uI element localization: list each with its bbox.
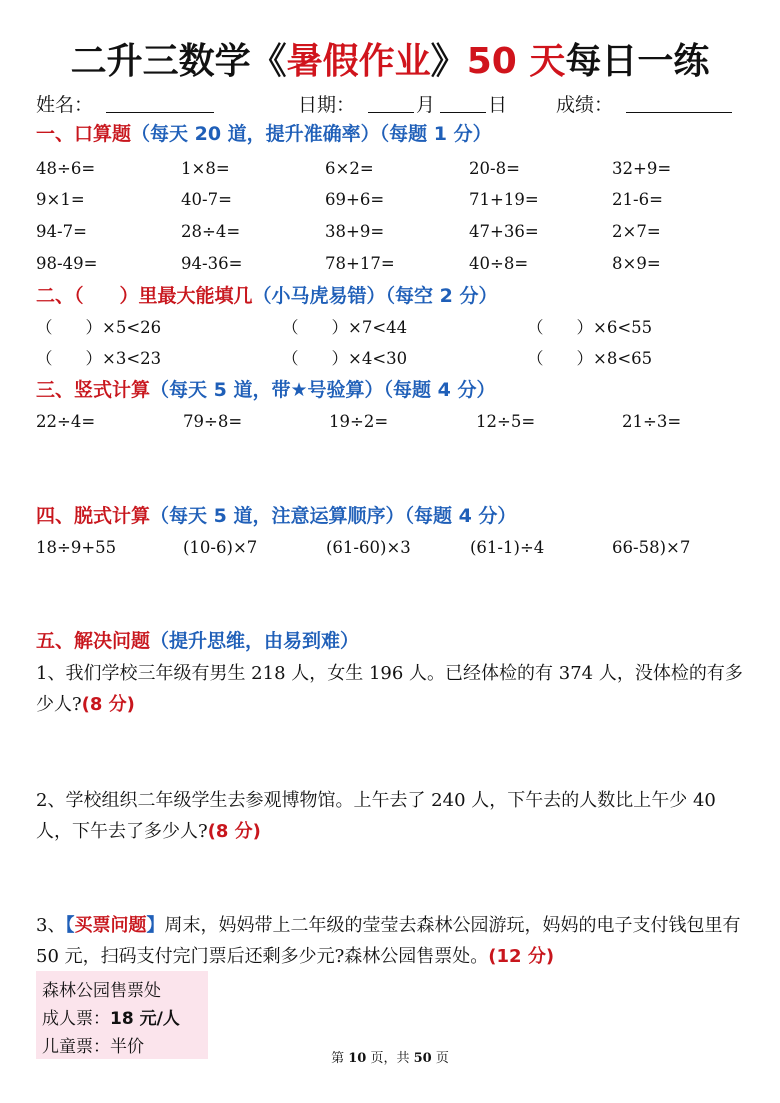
problem-cell: 28÷4= <box>181 222 241 241</box>
problem-cell: 1×8= <box>181 159 230 178</box>
problem-cell: 19÷2= <box>329 412 389 431</box>
ticket-title: 森林公园售票处 <box>42 981 161 1001</box>
problem-3-prefix: 3、 <box>36 915 66 936</box>
title-part-5: 每日一练 <box>565 41 710 82</box>
problem-cell: 9×1= <box>36 190 85 209</box>
adult-price: 18 元/人 <box>110 1009 180 1029</box>
title-days: 50 天 <box>466 41 566 82</box>
date-label: 日期： <box>298 94 356 116</box>
footer-mid: 页，共 <box>370 1051 410 1066</box>
page-footer <box>0 1050 780 1068</box>
name-field[interactable] <box>106 112 214 113</box>
problem-cell: 21-6= <box>612 190 663 209</box>
score-label: 成绩： <box>556 94 614 116</box>
problem-cell: 18÷9+55 <box>36 538 117 557</box>
problem-2-text: 2、学校组织二年级学生去参观博物馆。上午去了 240 人，下午去的人数比上午少 40 人，下午去了多少人? <box>36 790 716 842</box>
problem-cell: 32+9= <box>612 159 672 178</box>
fill-blank-item[interactable]: （ ）×5<26 <box>36 318 162 337</box>
section-1-title: 一、口算题 <box>36 123 132 145</box>
problem-cell: (61-60)×3 <box>326 538 411 557</box>
problem-cell: 20-8= <box>469 159 520 178</box>
total-pages: 50 <box>413 1051 432 1066</box>
section-3-heading <box>36 377 495 403</box>
adult-ticket-line <box>42 1005 200 1033</box>
problem-cell: 8×9= <box>612 254 661 273</box>
problem-cell: 2×7= <box>612 222 661 241</box>
problem-cell: 98-49= <box>36 254 98 273</box>
current-page: 10 <box>348 1051 367 1066</box>
month-field[interactable] <box>368 112 414 113</box>
problem-cell: 71+19= <box>469 190 539 209</box>
tag-bracket-close: 】 <box>146 915 165 936</box>
section-5-note: （提升思维，由易到难） <box>150 630 360 652</box>
word-problem-1 <box>36 658 748 720</box>
fill-blank-item[interactable]: （ ）×6<55 <box>527 318 653 337</box>
problem-cell: 78+17= <box>325 254 395 273</box>
section-2-title-b: ）里最大能填几 <box>119 285 253 307</box>
section-5-heading <box>36 628 359 654</box>
problem-cell: 40-7= <box>181 190 232 209</box>
problem-1-points: (8 分) <box>81 694 135 715</box>
footer-suffix: 页 <box>435 1051 449 1066</box>
section-3-title: 三、竖式计算 <box>36 379 151 401</box>
month-label: 月 <box>416 94 436 116</box>
section-2-note: （小马虎易错）（每空 2 分） <box>252 285 498 307</box>
section-1-note: （每天 20 道，提升准确率）（每题 1 分） <box>131 123 492 145</box>
title-highlight: 暑假作业 <box>286 41 431 82</box>
problem-2-points: (8 分) <box>207 821 261 842</box>
fill-blank-item[interactable]: （ ）×7<44 <box>282 318 408 337</box>
page-title <box>0 38 780 86</box>
word-problem-3 <box>36 910 748 972</box>
child-price: 半价 <box>110 1037 144 1057</box>
section-2-title-a: 二、（ <box>36 285 84 307</box>
problem-cell: 6×2= <box>325 159 374 178</box>
problem-cell: 79÷8= <box>183 412 243 431</box>
word-problem-2 <box>36 785 748 847</box>
student-info-row <box>36 86 746 118</box>
problem-3-points: (12 分) <box>488 946 555 967</box>
problem-cell: 66-58)×7 <box>612 538 691 557</box>
fill-blank-item[interactable]: （ ）×3<23 <box>36 349 162 368</box>
tag-label: 买票问题 <box>74 915 147 936</box>
problem-cell: 48÷6= <box>36 159 96 178</box>
problem-cell: 40÷8= <box>469 254 529 273</box>
problem-cell: 21÷3= <box>622 412 682 431</box>
problem-cell: 12÷5= <box>476 412 536 431</box>
footer-prefix: 第 <box>331 1051 345 1066</box>
child-label: 儿童票： <box>42 1037 110 1057</box>
adult-label: 成人票： <box>42 1009 110 1029</box>
title-part-3: 》 <box>430 41 467 82</box>
problem-cell: 22÷4= <box>36 412 96 431</box>
score-field[interactable] <box>626 112 732 113</box>
section-4-heading <box>36 503 516 529</box>
ticket-price-box <box>36 971 208 1059</box>
section-5-title: 五、解决问题 <box>36 630 151 652</box>
section-4-title: 四、脱式计算 <box>36 505 151 527</box>
problem-cell: 69+6= <box>325 190 385 209</box>
fill-blank-item[interactable]: （ ）×8<65 <box>527 349 653 368</box>
problem-cell: 47+36= <box>469 222 539 241</box>
problem-cell: 94-7= <box>36 222 87 241</box>
day-label: 日 <box>488 94 508 116</box>
problem-1-text: 1、我们学校三年级有男生 218 人，女生 196 人。已经体检的有 374 人，没体检的有多少人? <box>36 663 743 715</box>
problem-cell: (10-6)×7 <box>183 538 258 557</box>
problem-3-text: 周末，妈妈带上二年级的莹莹去森林公园游玩，妈妈的电子支付钱包里有 50 元，扫码支付完门票后还剩多少元?森林公园售票处。 <box>36 915 741 967</box>
section-1-heading <box>36 121 492 147</box>
section-2-heading <box>36 283 497 309</box>
section-3-note: （每天 5 道，带★号验算）（每题 4 分） <box>150 379 496 401</box>
problem-cell: 94-36= <box>181 254 243 273</box>
day-field[interactable] <box>440 112 486 113</box>
fill-blank-item[interactable]: （ ）×4<30 <box>282 349 408 368</box>
problem-cell: (61-1)÷4 <box>470 538 545 557</box>
title-part-1: 二升三数学《 <box>70 41 287 82</box>
name-label: 姓名： <box>36 94 94 116</box>
problem-3-tag <box>65 915 164 936</box>
problem-cell: 38+9= <box>325 222 385 241</box>
tag-bracket-open: 【 <box>65 915 75 936</box>
section-4-note: （每天 5 道，注意运算顺序）（每题 4 分） <box>150 505 517 527</box>
